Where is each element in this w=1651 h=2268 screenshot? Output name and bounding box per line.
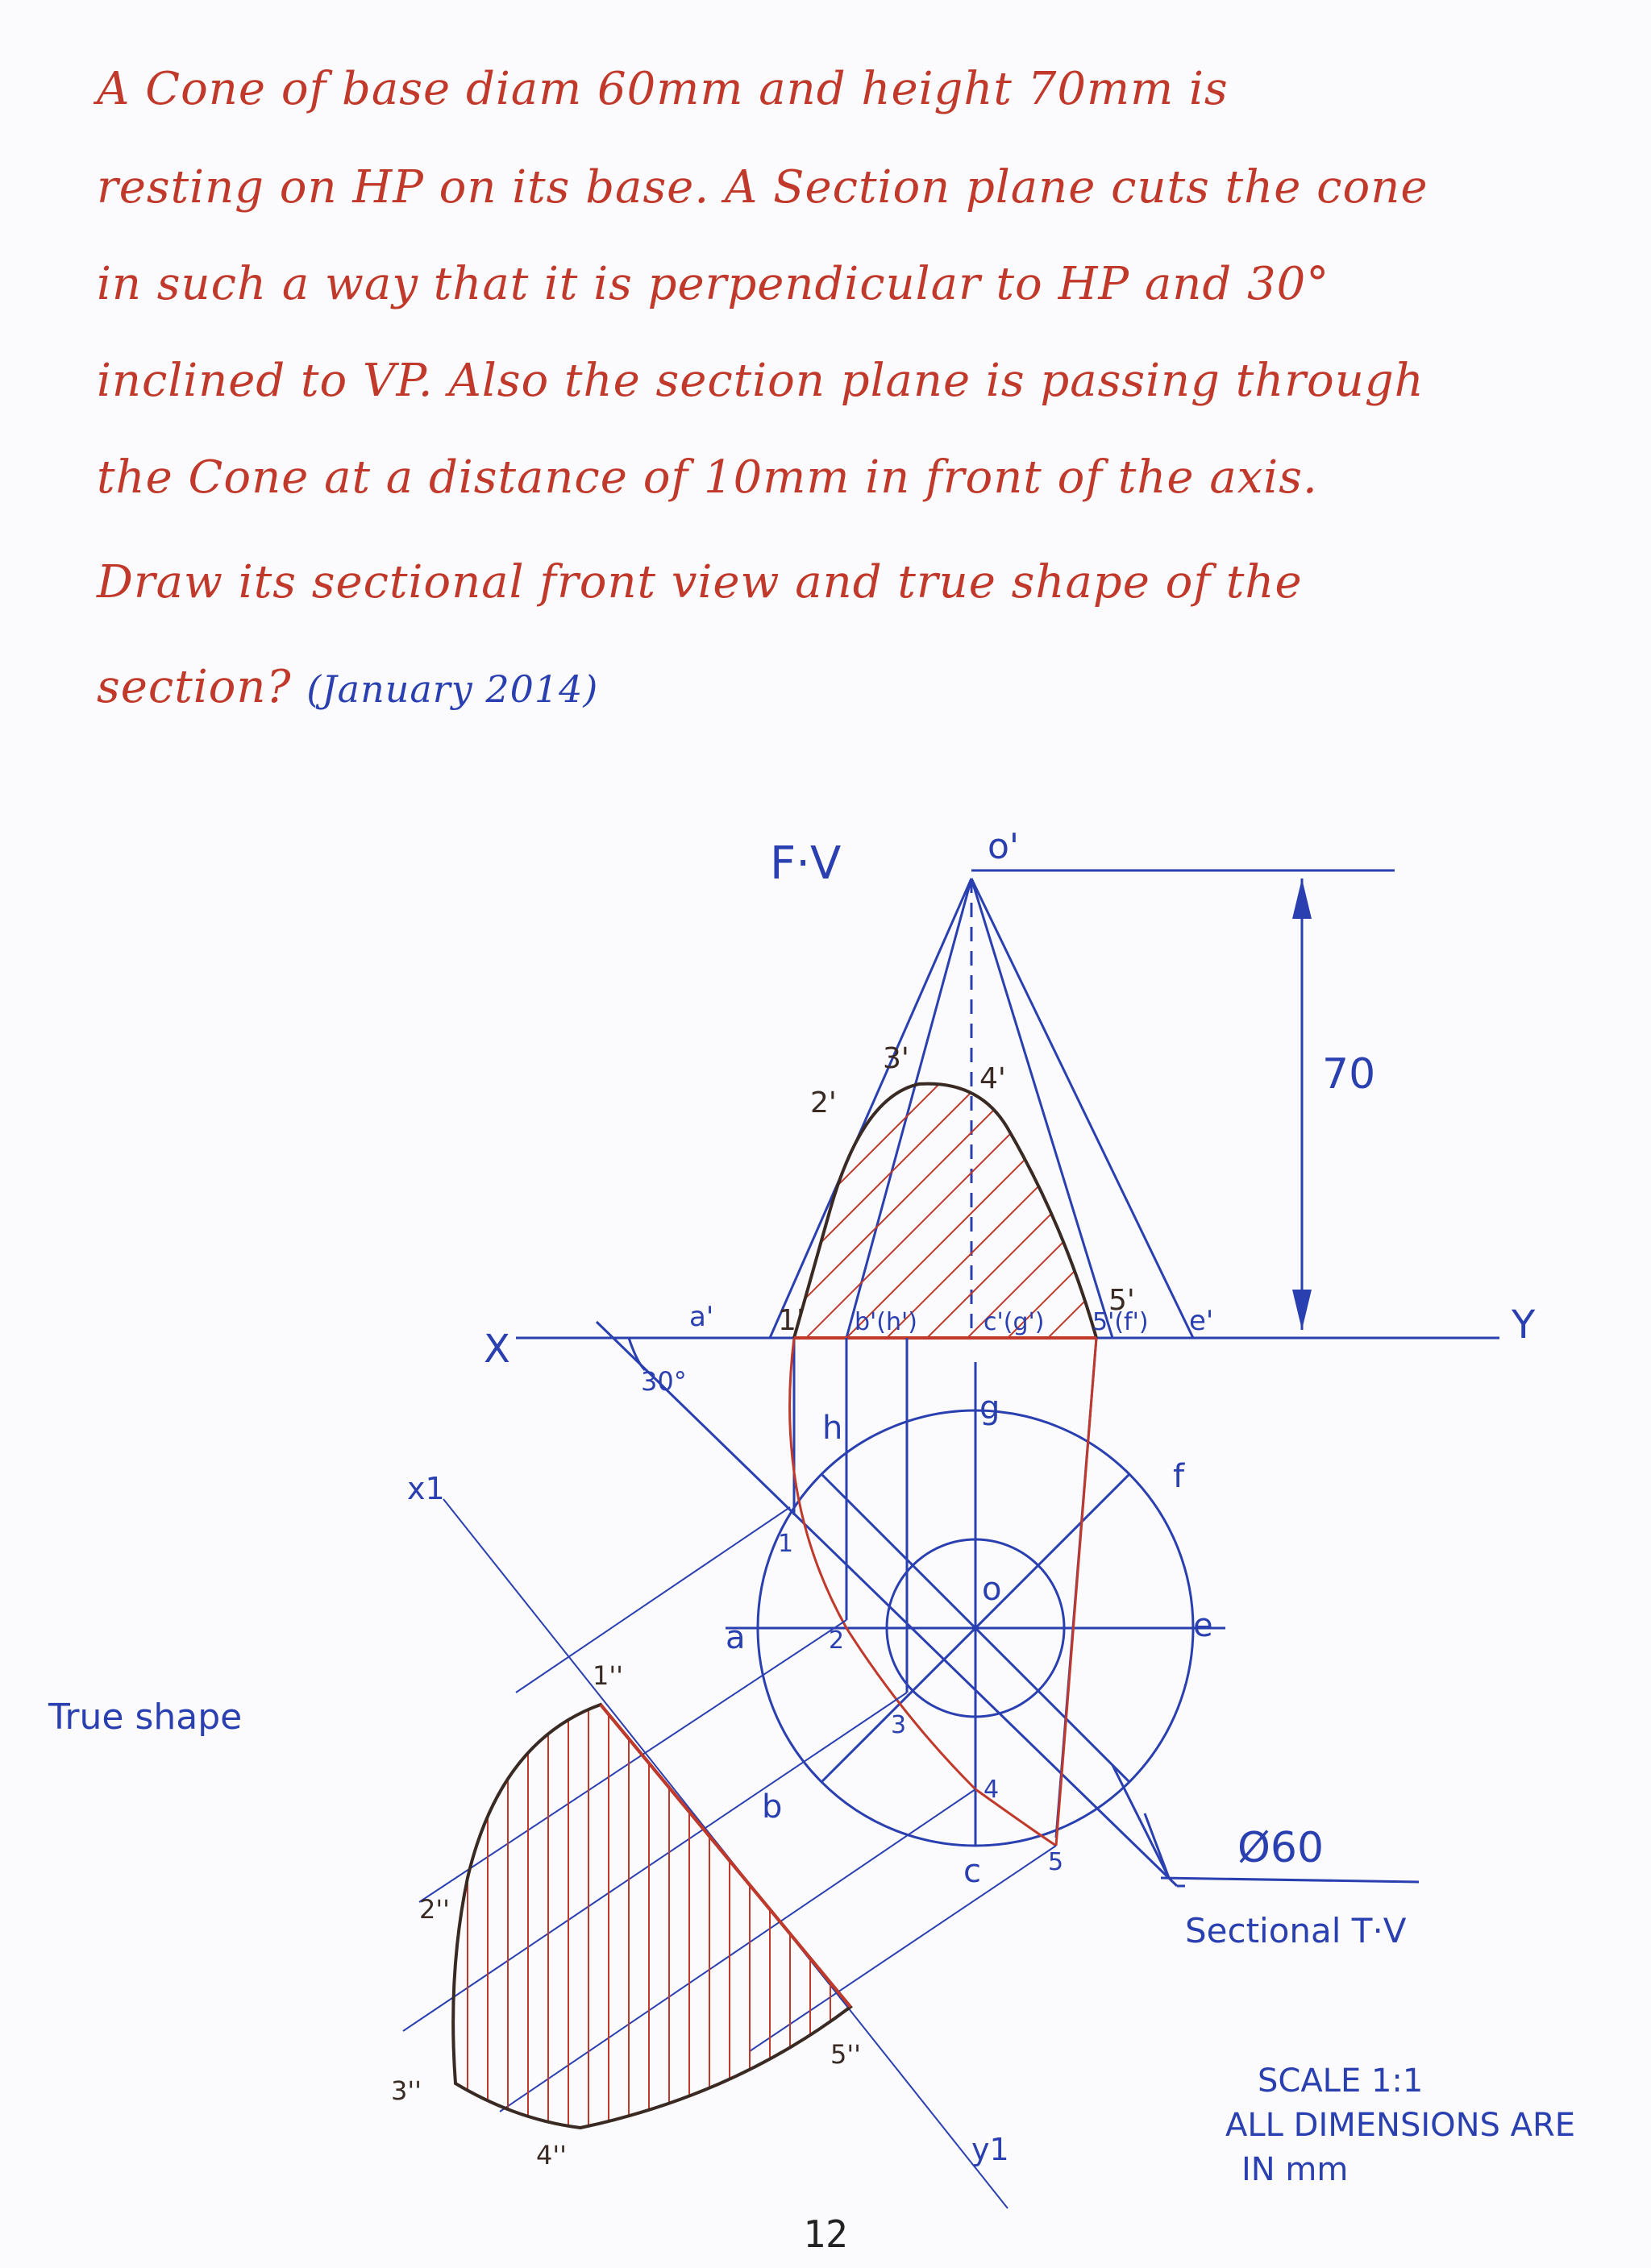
true-shape-label: True shape bbox=[48, 1697, 243, 1738]
fv-section-label-1: 1' bbox=[778, 1304, 805, 1337]
page-number: 12 bbox=[803, 2212, 848, 2256]
dimension-70 bbox=[1292, 879, 1312, 1330]
cone-generator-b bbox=[846, 879, 971, 1338]
tv-section-point-3: 3 bbox=[891, 1711, 907, 1739]
ts-point-3: 3'' bbox=[391, 2075, 422, 2106]
top-view bbox=[597, 1322, 1419, 1886]
tv-point-b: b bbox=[762, 1788, 783, 1826]
fv-base-label-a: a' bbox=[689, 1301, 714, 1333]
cone-right-generator bbox=[971, 879, 1193, 1338]
tv-section-point-4: 4 bbox=[984, 1776, 1000, 1804]
fv-section-label-2: 2' bbox=[810, 1086, 837, 1119]
angle-label: 30° bbox=[641, 1366, 687, 1397]
fv-base-label-e: e' bbox=[1189, 1305, 1214, 1337]
fv-base-label-5: 5'(f') bbox=[1092, 1308, 1149, 1336]
diameter-dimension-label: Ø60 bbox=[1237, 1824, 1325, 1872]
true-shape-straight-edge bbox=[601, 1705, 850, 2007]
arrow-head-top bbox=[1292, 879, 1312, 919]
transfer-line-1 bbox=[516, 1507, 790, 1693]
transfer-line-2 bbox=[419, 1620, 846, 1902]
tv-point-e: e bbox=[1193, 1607, 1213, 1644]
fv-section-label-3: 3' bbox=[883, 1042, 909, 1075]
sectional-tv-label: Sectional T·V bbox=[1185, 1911, 1407, 1950]
ts-point-2: 2'' bbox=[419, 1894, 450, 1925]
fv-section-label-4: 4' bbox=[979, 1062, 1006, 1095]
date-note: (January 2014) bbox=[306, 667, 599, 711]
apex-label: o' bbox=[988, 826, 1020, 867]
cone-left-generator bbox=[770, 879, 971, 1338]
x1-label: x1 bbox=[407, 1471, 445, 1506]
x-label: X bbox=[484, 1327, 510, 1372]
transfer-line-3 bbox=[403, 1693, 907, 2031]
y1-label: y1 bbox=[971, 2132, 1009, 2167]
tv-point-c: c bbox=[963, 1853, 981, 1890]
ts-point-5: 5'' bbox=[830, 2039, 861, 2070]
problem-line-5: the Cone at a distance of 10mm in front of the axis. bbox=[97, 451, 1318, 504]
tv-text-labels bbox=[48, 1389, 1407, 2167]
sectional-tv-note-line bbox=[1161, 1878, 1419, 1882]
fv-base-label-b: b'(h') bbox=[855, 1308, 917, 1336]
sectional-tv-leader bbox=[1112, 1765, 1169, 1878]
y-label: Y bbox=[1512, 1302, 1536, 1348]
true-shape-construction bbox=[403, 1499, 1056, 2208]
tv-section-point-2: 2 bbox=[829, 1626, 845, 1655]
fv-hatch-line bbox=[685, 1016, 1008, 1338]
fv-hatch-line bbox=[887, 1016, 1209, 1338]
fv-base-label-c: c'(g') bbox=[984, 1308, 1045, 1336]
problem-line-4: inclined to VP. Also the section plane is passing through bbox=[97, 355, 1424, 407]
problem-line-7-text: section? bbox=[97, 661, 292, 713]
tv-section-point-5: 5 bbox=[1048, 1848, 1064, 1876]
transfer-line-4 bbox=[500, 1789, 975, 2112]
tv-point-f: f bbox=[1173, 1458, 1185, 1495]
front-view-label: F·V bbox=[770, 837, 842, 890]
units-note-1: ALL DIMENSIONS ARE bbox=[1225, 2107, 1576, 2144]
problem-line-1: A Cone of base diam 60mm and height 70mm is bbox=[97, 63, 1229, 115]
tv-point-h: h bbox=[822, 1410, 843, 1447]
fv-hatch-line bbox=[766, 1016, 1088, 1338]
fv-section-outline bbox=[794, 1084, 1096, 1338]
tv-center-label: o bbox=[982, 1571, 1002, 1608]
problem-line-3: in such a way that it is perpendicular to HP and 30° bbox=[97, 258, 1330, 310]
units-note-2: IN mm bbox=[1241, 2151, 1349, 2188]
scale-note: SCALE 1:1 bbox=[1258, 2062, 1424, 2100]
tv-point-g: g bbox=[979, 1389, 1000, 1427]
fv-section-label-5: 5' bbox=[1108, 1284, 1135, 1317]
problem-line-2: resting on HP on its base. A Section plane cuts the cone bbox=[97, 161, 1429, 214]
tv-section-point-1: 1 bbox=[778, 1530, 794, 1558]
tv-point-a: a bbox=[726, 1619, 746, 1656]
problem-line-6: Draw its sectional front view and true shape of the bbox=[97, 556, 1303, 609]
ts-point-4: 4'' bbox=[536, 2140, 567, 2170]
ts-point-1: 1'' bbox=[593, 1660, 623, 1691]
transfer-line-5 bbox=[750, 1846, 1056, 2051]
arrow-head-bottom bbox=[1292, 1290, 1312, 1330]
fv-hatch-line bbox=[927, 1016, 1250, 1338]
tv-section-right bbox=[1056, 1338, 1096, 1846]
fv-section-area bbox=[645, 1016, 1370, 1338]
scale-notes bbox=[1225, 2062, 1575, 2188]
front-view bbox=[516, 870, 1499, 1338]
sectional-tv-leader-line bbox=[1145, 1813, 1169, 1878]
height-dimension-label: 70 bbox=[1322, 1050, 1376, 1099]
fv-text-labels bbox=[484, 826, 1536, 1397]
